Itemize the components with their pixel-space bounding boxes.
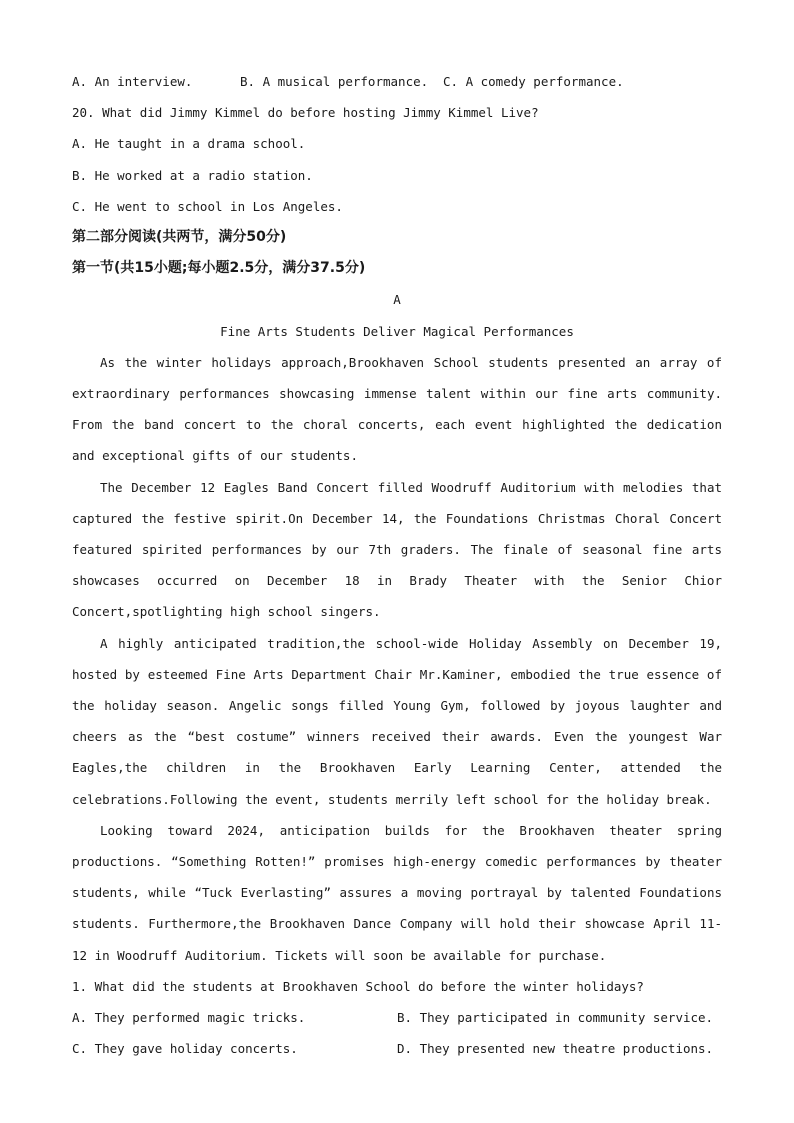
prev-question-options — [72, 66, 722, 97]
question-1-stem: 1. What did the students at Brookhaven School do before the winter holidays? — [72, 978, 644, 994]
passage-paragraph-2: The December 12 Eagles Band Concert filled Woodruff Auditorium with melodies that captured the festive spirit.On December 14, the Foundations Christmas Choral Concert featured spirited performances by our 7th graders. The finale of seasonal fine arts showcases occurred on December 18 in Brady Theater with the Senior Chior Concert,spotlighting high school singers. — [72, 479, 722, 620]
passage-title: Fine Arts Students Deliver Magical Performances — [220, 323, 574, 339]
passage-paragraph-3: A highly anticipated tradition,the school-wide Holiday Assembly on December 19, hosted by esteemed Fine Arts Department Chair Mr.Kaminer, embodied the true essence of the holiday season. Angelic songs filled Young Gym, followed by joyous laughter and cheers as the “best costume” winners received their awards. Even the youngest War Eagles,the children in the Brookhaven Early Learning Center, attended the celebrations.Following the event, students merrily left school for the holiday break. — [72, 635, 722, 807]
question-1-option-d: D. They presented new theatre productions. — [397, 1041, 714, 1057]
question-20-option-b: B. He worked at a radio station. — [72, 167, 313, 183]
option-c: C. A comedy performance. — [443, 74, 624, 89]
passage-letter: A — [393, 292, 401, 308]
passage-paragraph-4: Looking toward 2024, anticipation builds for the Brookhaven theater spring productions. “Something Rotten!” promises high-energy comedic performances by theater students, while “Tuck Everlasting” assures a moving portrayal by talented Foundations students. Furthermore,the Brookhaven Dance Company will hold their showcase April 11-12 in Woodruff Auditorium. Tickets will soon be available for purchase. — [72, 822, 722, 963]
question-1-options-row-2 — [72, 1033, 722, 1064]
part-title: 第二部分阅读(共两节，满分50分) — [72, 229, 287, 246]
question-1-option-c: C. They gave holiday concerts. — [72, 1041, 298, 1057]
question-20-stem: 20. What did Jimmy Kimmel do before hosting Jimmy Kimmel Live? — [72, 105, 539, 121]
question-1-option-b: B. They participated in community service. — [397, 1010, 714, 1026]
option-a: A. An interview. — [72, 74, 193, 89]
section-title: 第一节(共15小题;每小题2.5分，满分37.5分) — [72, 260, 366, 277]
question-1-option-a: A. They performed magic tricks. — [72, 1010, 306, 1026]
passage-paragraph-1: As the winter holidays approach,Brookhaven School students presented an array of extraordinary performances showcasing immense talent within our fine arts community. From the band concert to the choral concerts, each event highlighted the dedication and exceptional gifts of our students. — [72, 354, 722, 464]
question-20-option-a: A. He taught in a drama school. — [72, 136, 306, 152]
document-page — [72, 66, 722, 1065]
option-b: B. A musical performance. — [240, 74, 429, 89]
question-20-option-c: C. He went to school in Los Angeles. — [72, 198, 343, 214]
question-1-options-row-1 — [72, 1002, 722, 1033]
